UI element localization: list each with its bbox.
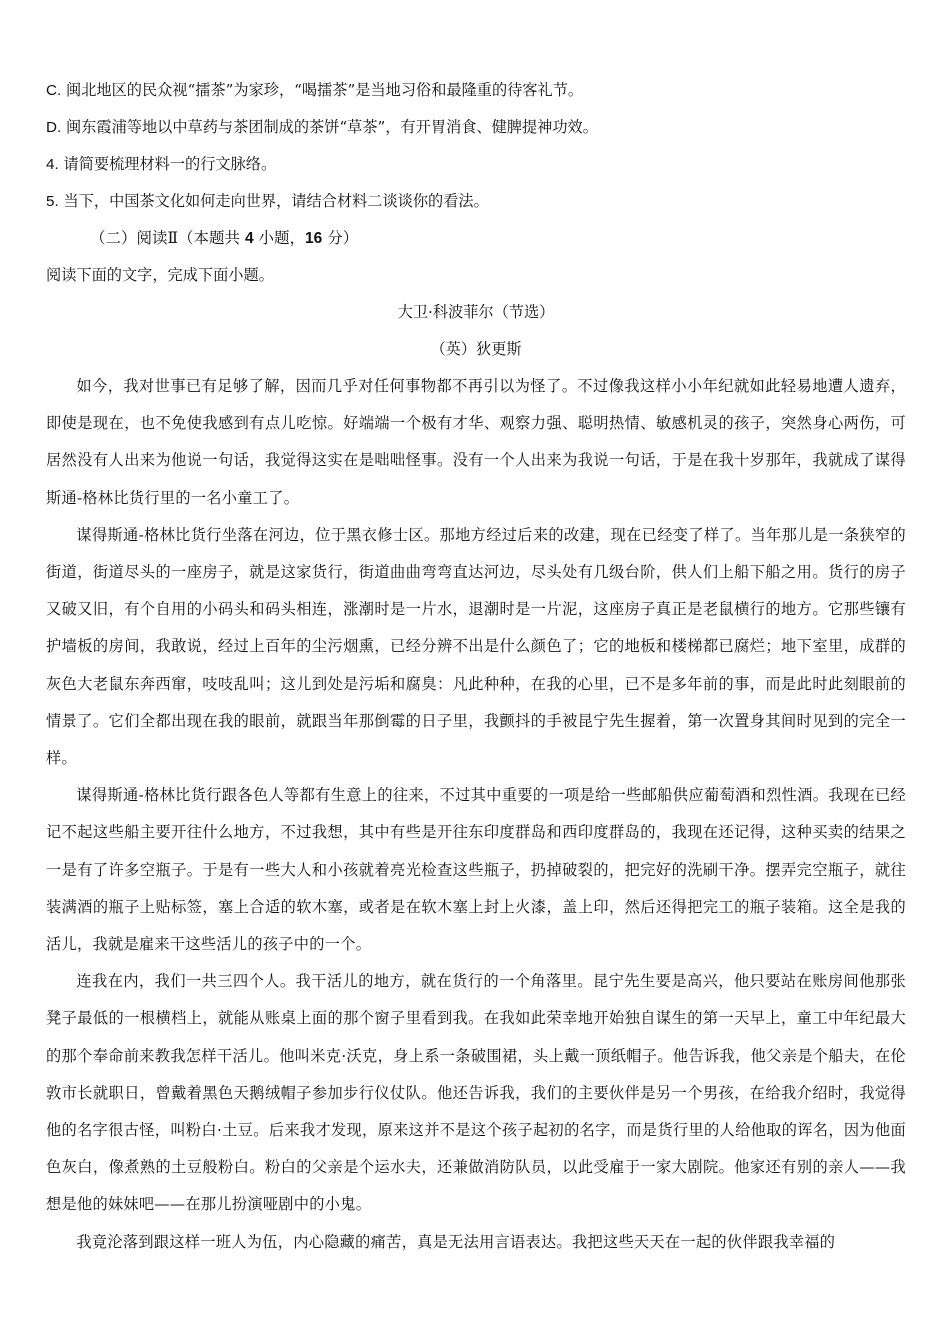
reading-instruction: 阅读下面的文字，完成下面小题。 [46, 266, 274, 284]
article-paragraph-2: 谋得斯通-格林比货行坐落在河边，位于黑衣修士区。那地方经过后来的改建，现在已经变了样了。当年那儿是一条狭窄的街道，街道尽头的一座房子，就是这家货行，街道曲曲弯弯直达河边，尽头处有几级台阶，供人们上船下船之用。货行的房子又破又旧，有个自用的小码头和码头相连，涨潮时是一片水，退潮时是一片泥，这座房子真正是老鼠横行的地方。它那些镶有护墙板的房间，我敢说，经过上百年的尘污烟熏，已经分辨不出是什么颜色了；它的地板和楼梯都已腐烂；地下室里，成群的灰色大老鼠东奔西窜，吱吱乱叫；这儿到处是污垢和腐臭：凡此种种，在我的心里，已不是多年前的事，而是此时此刻眼前的情景了。它们全都出现在我的眼前，就跟当年那倒霉的日子里，我颤抖的手被昆宁先生握着，第一次置身其间时见到的完全一样。 [46, 525, 906, 768]
question-5-text: 当下，中国茶文化如何走向世界，请结合材料二谈谈你的看法。 [63, 192, 489, 210]
option-d-label: D. [46, 119, 62, 136]
option-c-label: C. [46, 82, 62, 99]
article-paragraph-3: 谋得斯通-格林比货行跟各色人等都有生意上的往来，不过其中重要的一项是给一些邮船供应葡萄酒和烈性酒。我现在已经记不起这些船主要开往什么地方，不过我想，其中有些是开往东印度群岛和西印度群岛的，我现在还记得，这种买卖的结果之一是有了许多空瓶子。于是有一些大人和小孩就着亮光检查这些瓶子，扔掉破裂的，把完好的洗刷干净。摆弄完空瓶子，就往装满酒的瓶子上贴标签，塞上合适的软木塞，或者是在软木塞上封上火漆，盖上印，然后还得把完工的瓶子装箱。这全是我的活儿，我就是雇来干这些活儿的孩子中的一个。 [46, 786, 906, 954]
article-paragraph-1: 如今，我对世事已有足够了解，因而几乎对任何事物都不再引以为怪了。不过像我这样小小年纪就如此轻易地遭人遗弃，即使是现在，也不免使我感到有点儿吃惊。好端端一个极有才华、观察力强、聪明热情、敏感机灵的孩子，突然身心两伤，可居然没有人出来为他说一句话，我觉得这实在是咄咄怪事。没有一个人出来为我说一句话，于是在我十岁那年，我就成了谋得斯通-格林比货行里的一名小童工了。 [46, 377, 906, 507]
option-d [46, 109, 906, 146]
article-title: 大卫·科波菲尔（节选） [397, 303, 555, 321]
section-middle: 小题， [253, 229, 306, 247]
question-4 [46, 146, 906, 183]
section-question-count: 4 [244, 230, 254, 247]
question-5-number: 5. [46, 193, 59, 210]
option-c-text: 闽北地区的民众视“擂茶”为家珍，“喝擂茶”是当地习俗和最隆重的待客礼节。 [66, 81, 584, 99]
article-paragraph-4: 连我在内，我们一共三四个人。我干活儿的地方，就在货行的一个角落里。昆宁先生要是高兴，他只要站在账房间他那张凳子最低的一根横档上，就能从账桌上面的那个窗子里看到我。在我如此荣幸地开始独自谋生的第一天早上，童工中年纪最大的那个奉命前来教我怎样干活儿。他叫米克·沃克，身上系一条破围裙，头上戴一顶纸帽子。他告诉我，他父亲是个船夫，在伦敦市长就职日，曾戴着黑色天鹅绒帽子参加步行仪仗队。他还告诉我，我们的主要伙伴是另一个男孩，在给我介绍时，我觉得他的名字很古怪，叫粉白·土豆。后来我才发现，原来这并不是这个孩子起初的名字，而是货行里的人给他取的诨名，因为他面色灰白，像煮熟的土豆般粉白。粉白的父亲是个运水夫，还兼做消防队员，以此受雇于一家大剧院。他家还有别的亲人——我想是他的妹妹吧——在那儿扮演哑剧中的小鬼。 [46, 972, 906, 1214]
article-paragraph-5: 我竟沦落到跟这样一班人为伍，内心隐藏的痛苦，真是无法用言语表达。我把这些天天在一起的伙伴跟我幸福的 [76, 1232, 836, 1251]
exam-page [46, 72, 906, 1261]
option-d-text: 闽东霞浦等地以中草药与茶团制成的茶饼“草茶”，有开胃消食、健脾提神功效。 [66, 118, 598, 136]
section-suffix: 分） [322, 229, 359, 247]
section-heading [46, 220, 906, 257]
section-prefix: （二）阅读Ⅱ（本题共 [90, 229, 245, 247]
article-author: （英）狄更斯 [430, 340, 522, 358]
section-score: 16 [305, 230, 323, 247]
question-4-number: 4. [46, 156, 59, 173]
question-5 [46, 183, 906, 220]
question-4-text: 请简要梳理材料一的行文脉络。 [63, 155, 277, 173]
option-c [46, 72, 906, 109]
